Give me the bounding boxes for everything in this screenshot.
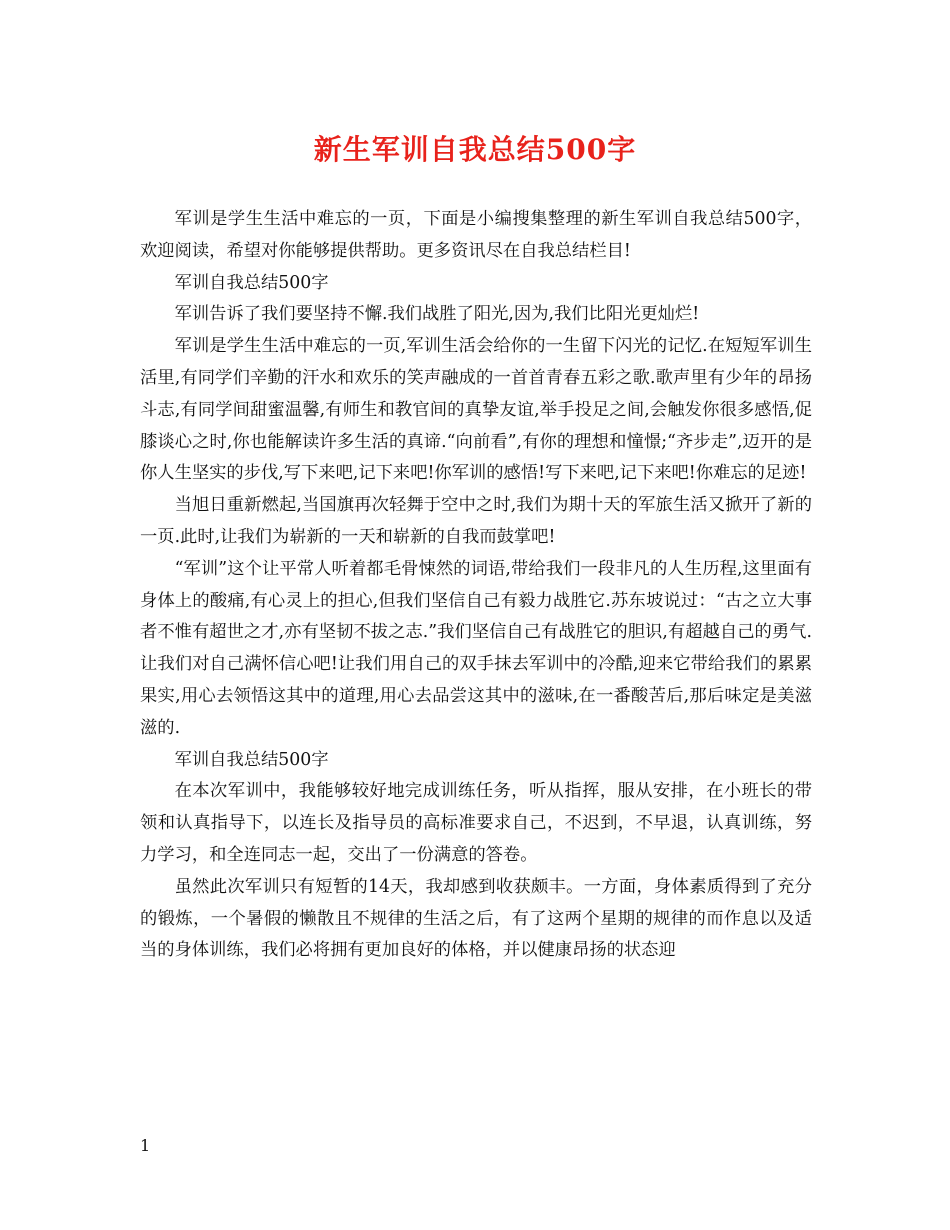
document-body [140, 204, 812, 967]
section-heading: 军训自我总结500字 [174, 272, 329, 293]
body-paragraph: 军训是学生生活中难忘的一页,军训生活会给你的一生留下闪光的记忆.在短短军训生活里,有同学们辛勤的汗水和欢乐的笑声融成的一首首青春五彩之歌.歌声里有少年的昂扬斗志,有同学间甜蜜温馨,有师生和教官间的真挚友谊,举手投足之间,会触发你很多感悟,促膝谈心之时,你也能解读许多生活的真谛.“向前看”,有你的理想和憧憬;“齐步走”,迈开的是你人生坚实的步伐,写下来吧,记下来吧!你军训的感悟!写下来吧,记下来吧!你难忘的足迹! [140, 336, 812, 484]
section-heading: 军训自我总结500字 [174, 749, 329, 770]
body-paragraph: 军训告诉了我们要坚持不懈.我们战胜了阳光,因为,我们比阳光更灿烂! [174, 304, 700, 325]
intro-paragraph: 军训是学生生活中难忘的一页，下面是小编搜集整理的新生军训自我总结500字，欢迎阅读，希望对你能够提供帮助。更多资讯尽在自我总结栏目! [140, 209, 812, 261]
body-paragraph: 在本次军训中，我能够较好地完成训练任务，听从指挥，服从安排，在小班长的带领和认真指导下，以连长及指导员的高标准要求自己，不迟到，不早退，认真训练，努力学习，和全连同志一起，交出了一份满意的答卷。 [140, 781, 812, 865]
body-paragraph: 虽然此次军训只有短暂的14天，我却感到收获颇丰。一方面，身体素质得到了充分的锻炼，一个暑假的懒散且不规律的生活之后，有了这两个星期的规律的而作息以及适当的身体训练，我们必将拥有更加良好的体格，并以健康昂扬的状态迎 [140, 876, 812, 961]
page-number: 1 [140, 1136, 151, 1155]
document-title: 新生军训自我总结500字 [313, 133, 637, 166]
body-paragraph: 当旭日重新燃起,当国旗再次轻舞于空中之时,我们为期十天的军旅生活又掀开了新的一页.此时,让我们为崭新的一天和崭新的自我而鼓掌吧! [140, 495, 812, 547]
body-paragraph: “军训”这个让平常人听着都毛骨悚然的词语,带给我们一段非凡的人生历程,这里面有身体上的酸痛,有心灵上的担心,但我们坚信自己有毅力战胜它.苏东坡说过：“古之立大事者不惟有超世之才,亦有坚韧不拔之志.”我们坚信自己有战胜它的胆识,有超越自己的勇气.让我们对自己满怀信心吧!让我们用自己的双手抹去军训中的冷酷,迎来它带给我们的累累果实,用心去领悟这其中的道理,用心去品尝这其中的滋味,在一番酸苦后,那后味定是美滋滋的. [140, 558, 812, 738]
